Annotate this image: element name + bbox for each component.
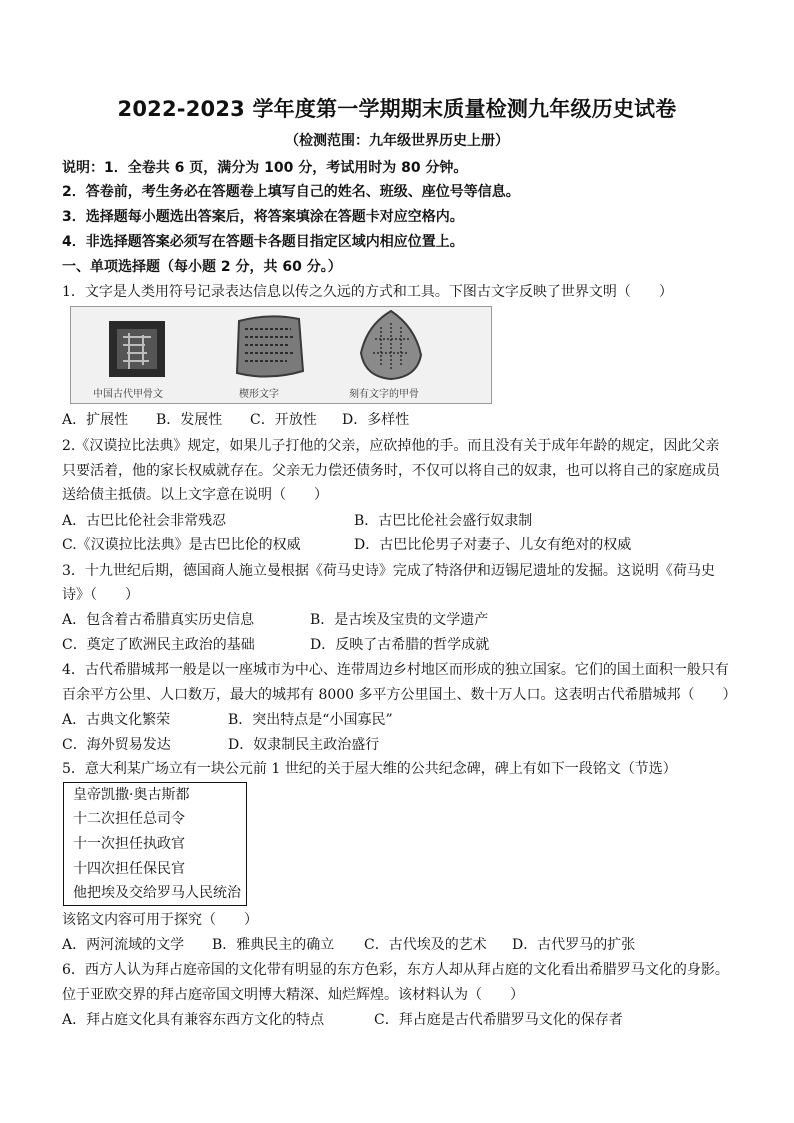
q6-option-a[interactable]: A．拜占庭文化具有兼容东西方文化的特点 [62, 1012, 325, 1028]
q2-option-d[interactable]: D．古巴比伦男子对妻子、儿女有绝对的权威 [354, 537, 632, 553]
q1-caption-1: 中国古代甲骨文 [93, 389, 163, 400]
instruction-2: 2．答卷前，考生务必在答题卷上填写自己的姓名、班级、座位号等信息。 [62, 184, 520, 200]
q1-stem: 1．文字是人类用符号记录表达信息以传之久远的方式和工具。下图古文字反映了世界文明（ ） [62, 284, 673, 300]
q1-caption-2: 楔形文字 [239, 389, 279, 400]
q5-question: 该铭文内容可用于探究（ ） [62, 912, 258, 928]
q5-option-b[interactable]: B．雅典民主的确立 [212, 937, 335, 953]
q6-stem-line-2: 位于亚欧交界的拜占庭帝国文明博大精深、灿烂辉煌。该材料认为（ ） [62, 987, 524, 1003]
q5-option-a[interactable]: A．两河流域的文学 [62, 937, 185, 953]
instruction-4: 4．非选择题答案必须写在答题卡各题目指定区域内相应位置上。 [62, 234, 464, 250]
q4-stem-line-1: 4．古代希腊城邦一般是以一座城市为中心、连带周边乡村地区而形成的独立国家。它们的国土面积一般只有 [62, 662, 729, 678]
exam-title: 2022-2023 学年度第一学期期末质量检测九年级历史试卷 [117, 97, 677, 121]
q2-option-c[interactable]: C.《汉谟拉比法典》是古巴比伦的权威 [62, 537, 301, 553]
inscription-line-1: 皇帝凯撒·奥古斯都 [73, 787, 190, 803]
q2-stem-line-2: 只要活着，他的家长权威就存在。父亲无力偿还债务时，不仅可以将自己的奴隶，也可以将自己的家庭成员 [62, 463, 720, 479]
inscription-line-5: 他把埃及交给罗马人民统治 [73, 885, 241, 901]
q4-stem-line-2: 百余平方公里、人口数万，最大的城邦有 8000 多平方公里国土、数十万人口。这表明古代希腊城邦（ ） [62, 687, 737, 703]
q6-option-c[interactable]: C．拜占庭是古代希腊罗马文化的保存者 [374, 1012, 623, 1028]
q3-option-d[interactable]: D．反映了古希腊的哲学成就 [310, 637, 490, 653]
q2-option-b[interactable]: B．古巴比伦社会盛行奴隶制 [354, 513, 533, 529]
q1-image-strip [70, 306, 492, 404]
ancient-script-image [109, 321, 165, 377]
instruction-1: 说明：1．全卷共 6 页，满分为 100 分，考试用时为 80 分钟。 [62, 160, 468, 176]
q2-stem-line-1: 2.《汉谟拉比法典》规定，如果儿子打他的父亲，应砍掉他的手。而且没有关于成年年龄的规定，因此父亲 [62, 438, 720, 454]
section-heading: 一、单项选择题（每小题 2 分，共 60 分。） [62, 259, 342, 275]
q3-option-c[interactable]: C．奠定了欧洲民主政治的基础 [62, 637, 255, 653]
inscription-line-3: 十一次担任执政官 [73, 836, 185, 852]
clay-tablet-image [233, 313, 305, 381]
q1-option-a[interactable]: A．扩展性 [62, 412, 129, 428]
q3-stem-line-1: 3．十九世纪后期，德国商人施立曼根据《荷马史诗》完成了特洛伊和迈锡尼遗址的发掘。这说明《荷马史 [62, 563, 715, 579]
q5-option-c[interactable]: C．古代埃及的艺术 [364, 937, 487, 953]
q4-option-a[interactable]: A．古典文化繁荣 [62, 712, 171, 728]
oracle-bone-image [357, 309, 425, 381]
q5-stem: 5．意大利某广场立有一块公元前 1 世纪的关于屋大维的公共纪念碑，碑上有如下一段铭文（节选） [62, 761, 677, 777]
inscription-line-4: 十四次担任保民官 [73, 861, 185, 877]
q1-option-d[interactable]: D．多样性 [342, 412, 410, 428]
q4-option-d[interactable]: D．奴隶制民主政治盛行 [228, 737, 380, 753]
q2-stem-line-3: 送给债主抵债。以上文字意在说明（ ） [62, 487, 328, 503]
q1-caption-3: 刻有文字的甲骨 [349, 389, 419, 400]
q1-option-b[interactable]: B．发展性 [156, 412, 223, 428]
q3-option-b[interactable]: B．是古埃及宝贵的文学遗产 [310, 612, 489, 628]
q1-option-c[interactable]: C．开放性 [250, 412, 317, 428]
q2-option-a[interactable]: A．古巴比伦社会非常残忍 [62, 513, 227, 529]
q4-option-b[interactable]: B．突出特点是“小国寡民” [228, 712, 393, 728]
inscription-line-2: 十二次担任总司令 [73, 811, 185, 827]
q6-stem-line-1: 6．西方人认为拜占庭帝国的文化带有明显的东方色彩，东方人却从拜占庭的文化看出希腊罗马文化的身影。 [62, 962, 729, 978]
q4-option-c[interactable]: C．海外贸易发达 [62, 737, 171, 753]
exam-subtitle: （检测范围：九年级世界历史上册） [285, 133, 509, 149]
q5-inscription-box [63, 782, 247, 906]
q3-option-a[interactable]: A．包含着古希腊真实历史信息 [62, 612, 255, 628]
instruction-3: 3．选择题每小题选出答案后，将答案填涂在答题卡对应空格内。 [62, 209, 464, 225]
q3-stem-line-2: 诗》（ ） [62, 587, 139, 603]
q5-option-d[interactable]: D．古代罗马的扩张 [512, 937, 636, 953]
